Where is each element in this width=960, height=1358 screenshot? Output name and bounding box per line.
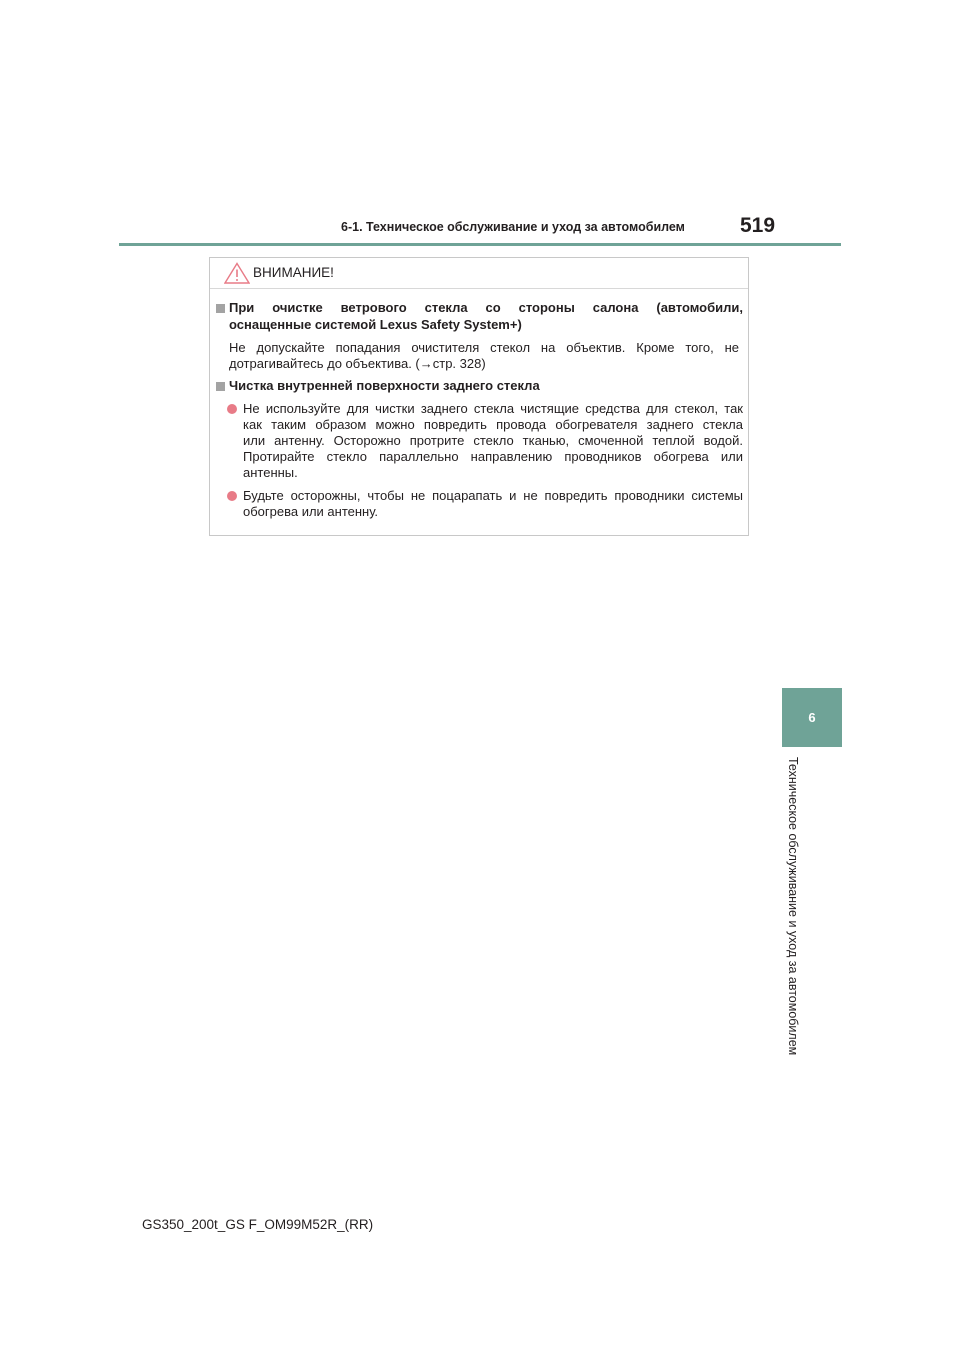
- bullet-text: как таким образом можно повредить провода обогревателя заднего стекла: [243, 417, 743, 432]
- section-title: 6-1. Техническое обслуживание и уход за автомобилем: [341, 220, 685, 234]
- item-text: дотрагивайтесь до объектива. (→стр. 328): [229, 356, 486, 371]
- bullet-text: или антенну. Осторожно протрите стекло тканью, смоченной теплой водой.: [243, 433, 743, 448]
- square-bullet-icon: [216, 382, 225, 391]
- round-bullet-icon: [227, 404, 237, 414]
- bullet-text: Протирайте стекло параллельно направлению проводников обогрева или: [243, 449, 743, 464]
- warning-header: [210, 258, 748, 289]
- bullet-text: Не используйте для чистки заднего стекла чистящие средства для стекол, так: [243, 401, 743, 416]
- bullet-text: Будьте осторожны, чтобы не поцарапать и не повредить проводники системы: [243, 488, 743, 503]
- chapter-tab: 6: [782, 688, 842, 747]
- warning-triangle-icon: [224, 262, 250, 284]
- page-number: 519: [740, 214, 776, 237]
- warning-label: ВНИМАНИЕ!: [253, 265, 334, 280]
- square-bullet-icon: [216, 304, 225, 313]
- item-heading: При очистке ветрового стекла со стороны салона (автомобили,: [229, 300, 743, 315]
- footer-doc-id: GS350_200t_GS F_OM99M52R_(RR): [142, 1217, 374, 1232]
- chapter-side-label: Техническое обслуживание и уход за автомобилем: [786, 757, 800, 1056]
- item-heading: оснащенные системой Lexus Safety System+): [229, 317, 522, 332]
- item-heading: Чистка внутренней поверхности заднего стекла: [229, 378, 540, 393]
- warning-box: [209, 257, 749, 536]
- header-rule: [119, 243, 841, 246]
- round-bullet-icon: [227, 491, 237, 501]
- bullet-text: антенны.: [243, 465, 298, 480]
- item-text: Не допускайте попадания очистителя стекол на объектив. Кроме того, не: [229, 340, 739, 355]
- bullet-text: обогрева или антенну.: [243, 504, 379, 519]
